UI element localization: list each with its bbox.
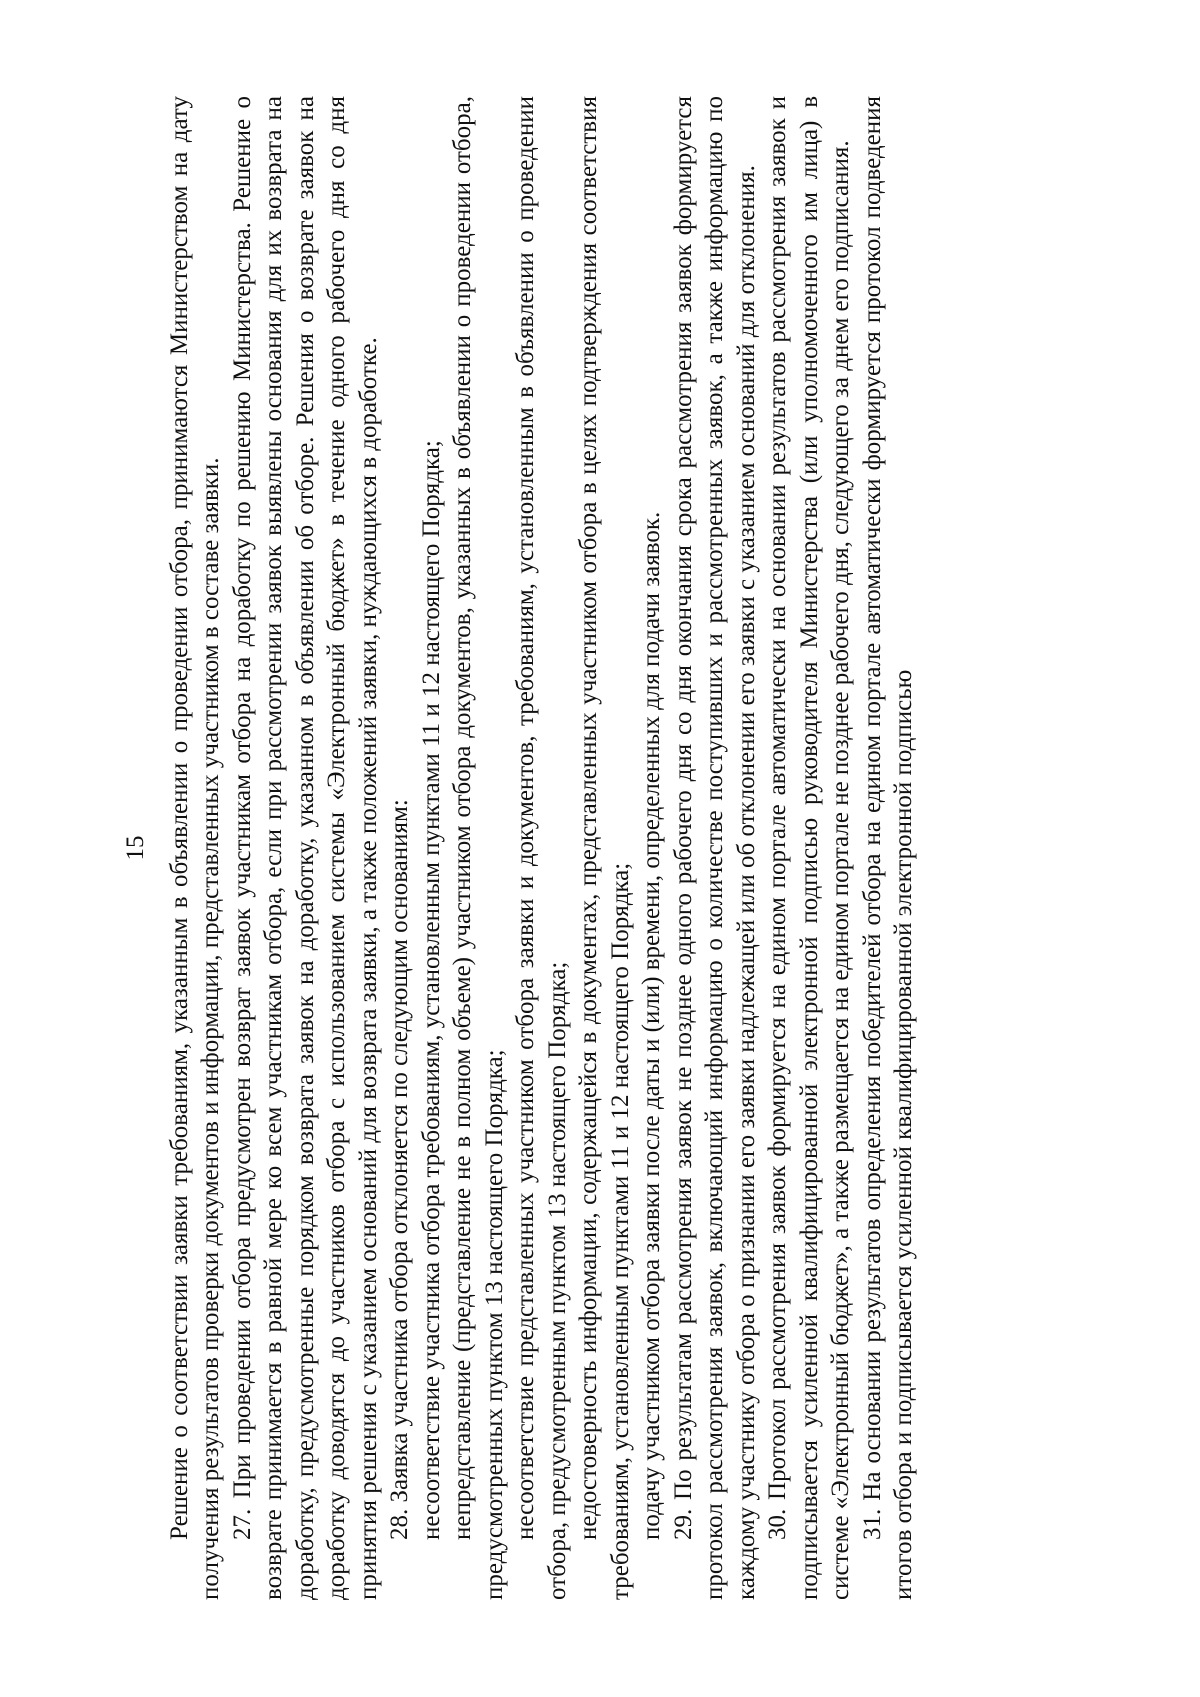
- paragraph-28-rejection-grounds: 28. Заявка участника отбора отклоняется по следующим основаниям:: [386, 799, 413, 1540]
- paragraph-27-return-for-revision: 27. При проведении отбора предусмотрен возврат заявок участникам отбора на доработку по решению Министерства. Решение о возврате принимается в равной мере ко всем участникам отбора, если при рассмотрении заявок выявлены основания для их возврата на доработку, предусмотренные порядком возврата заявок на доработку, указанном в объявлении об отборе. Решения о возврате заявок на доработку доводятся до участников отбора с использованием системы «Электронный бюджет» в течение одного рабочего дня со дня принятия решения с указанием оснований для возврата заявки, а также положений заявки, нуждающихся в доработке.: [228, 96, 382, 1600]
- paragraph-29-review-protocol: 29. По результатам рассмотрения заявок не позднее одного рабочего дня со дня окончания срока рассмотрения заявок формируется протокол рассмотрения заявок, включающий информацию о количестве поступивших и рассмотренных заявок, а также информацию по каждому участнику отбора о признании его заявки надлежащей или об отклонении его заявки с указанием оснований для отклонения.: [669, 96, 760, 1600]
- rejection-ground-5: подачу участником отбора заявки после даты и (или) времени, определенных для подачи заявок.: [638, 511, 665, 1540]
- rotated-text-block: [120, 88, 1080, 1608]
- rejection-ground-1: несоответствие участника отбора требованиям, установленным пунктами 11 и 12 настоящего Порядка;: [417, 440, 445, 1540]
- body-text: [164, 88, 920, 1608]
- rejection-ground-2: непредставление (представление не в полном объеме) участником отбора документов, указанных в объявлении о проведении отбора, предусмотренных пунктом 13 настоящего Порядка;: [449, 96, 508, 1600]
- rejection-ground-4: недостоверность информации, содержащейся в документах, представленных участником отбора в целях подтверждения соответствия требованиям, установленным пунктами 11 и 12 настоящего Порядка;: [575, 96, 634, 1600]
- rejection-ground-3: несоответствие представленных участником отбора заявки и документов, требованиям, установленным в объявлении о проведении отбора, предусмотренным пунктом 13 настоящего Порядка;: [512, 96, 571, 1600]
- paragraph-decision-compliance: Решение о соответствии заявки требованиям, указанным в объявлении о проведении отбора, принимаются Министерством на дату получения результатов проверки документов и информации, представленных участником в составе заявки.: [165, 96, 224, 1600]
- paragraph-30-protocol-signing: 30. Протокол рассмотрения заявок формируется на едином портале автоматически на основании результатов рассмотрения заявок и подписывается усиленной квалифицированной электронной подписью руководителя Министерства (или уполномоченного им лица) в системе «Электронный бюджет», а также размещается на едином портале не позднее рабочего дня, следующего за днем его подписания.: [764, 96, 854, 1600]
- paragraph-31-results-protocol: 31. На основании результатов определения победителей отбора на едином портале автоматически формируется протокол подведения итогов отбора и подписывается усиленной квалифицированной электронной подписью: [858, 96, 917, 1600]
- page-number: 15: [122, 835, 149, 861]
